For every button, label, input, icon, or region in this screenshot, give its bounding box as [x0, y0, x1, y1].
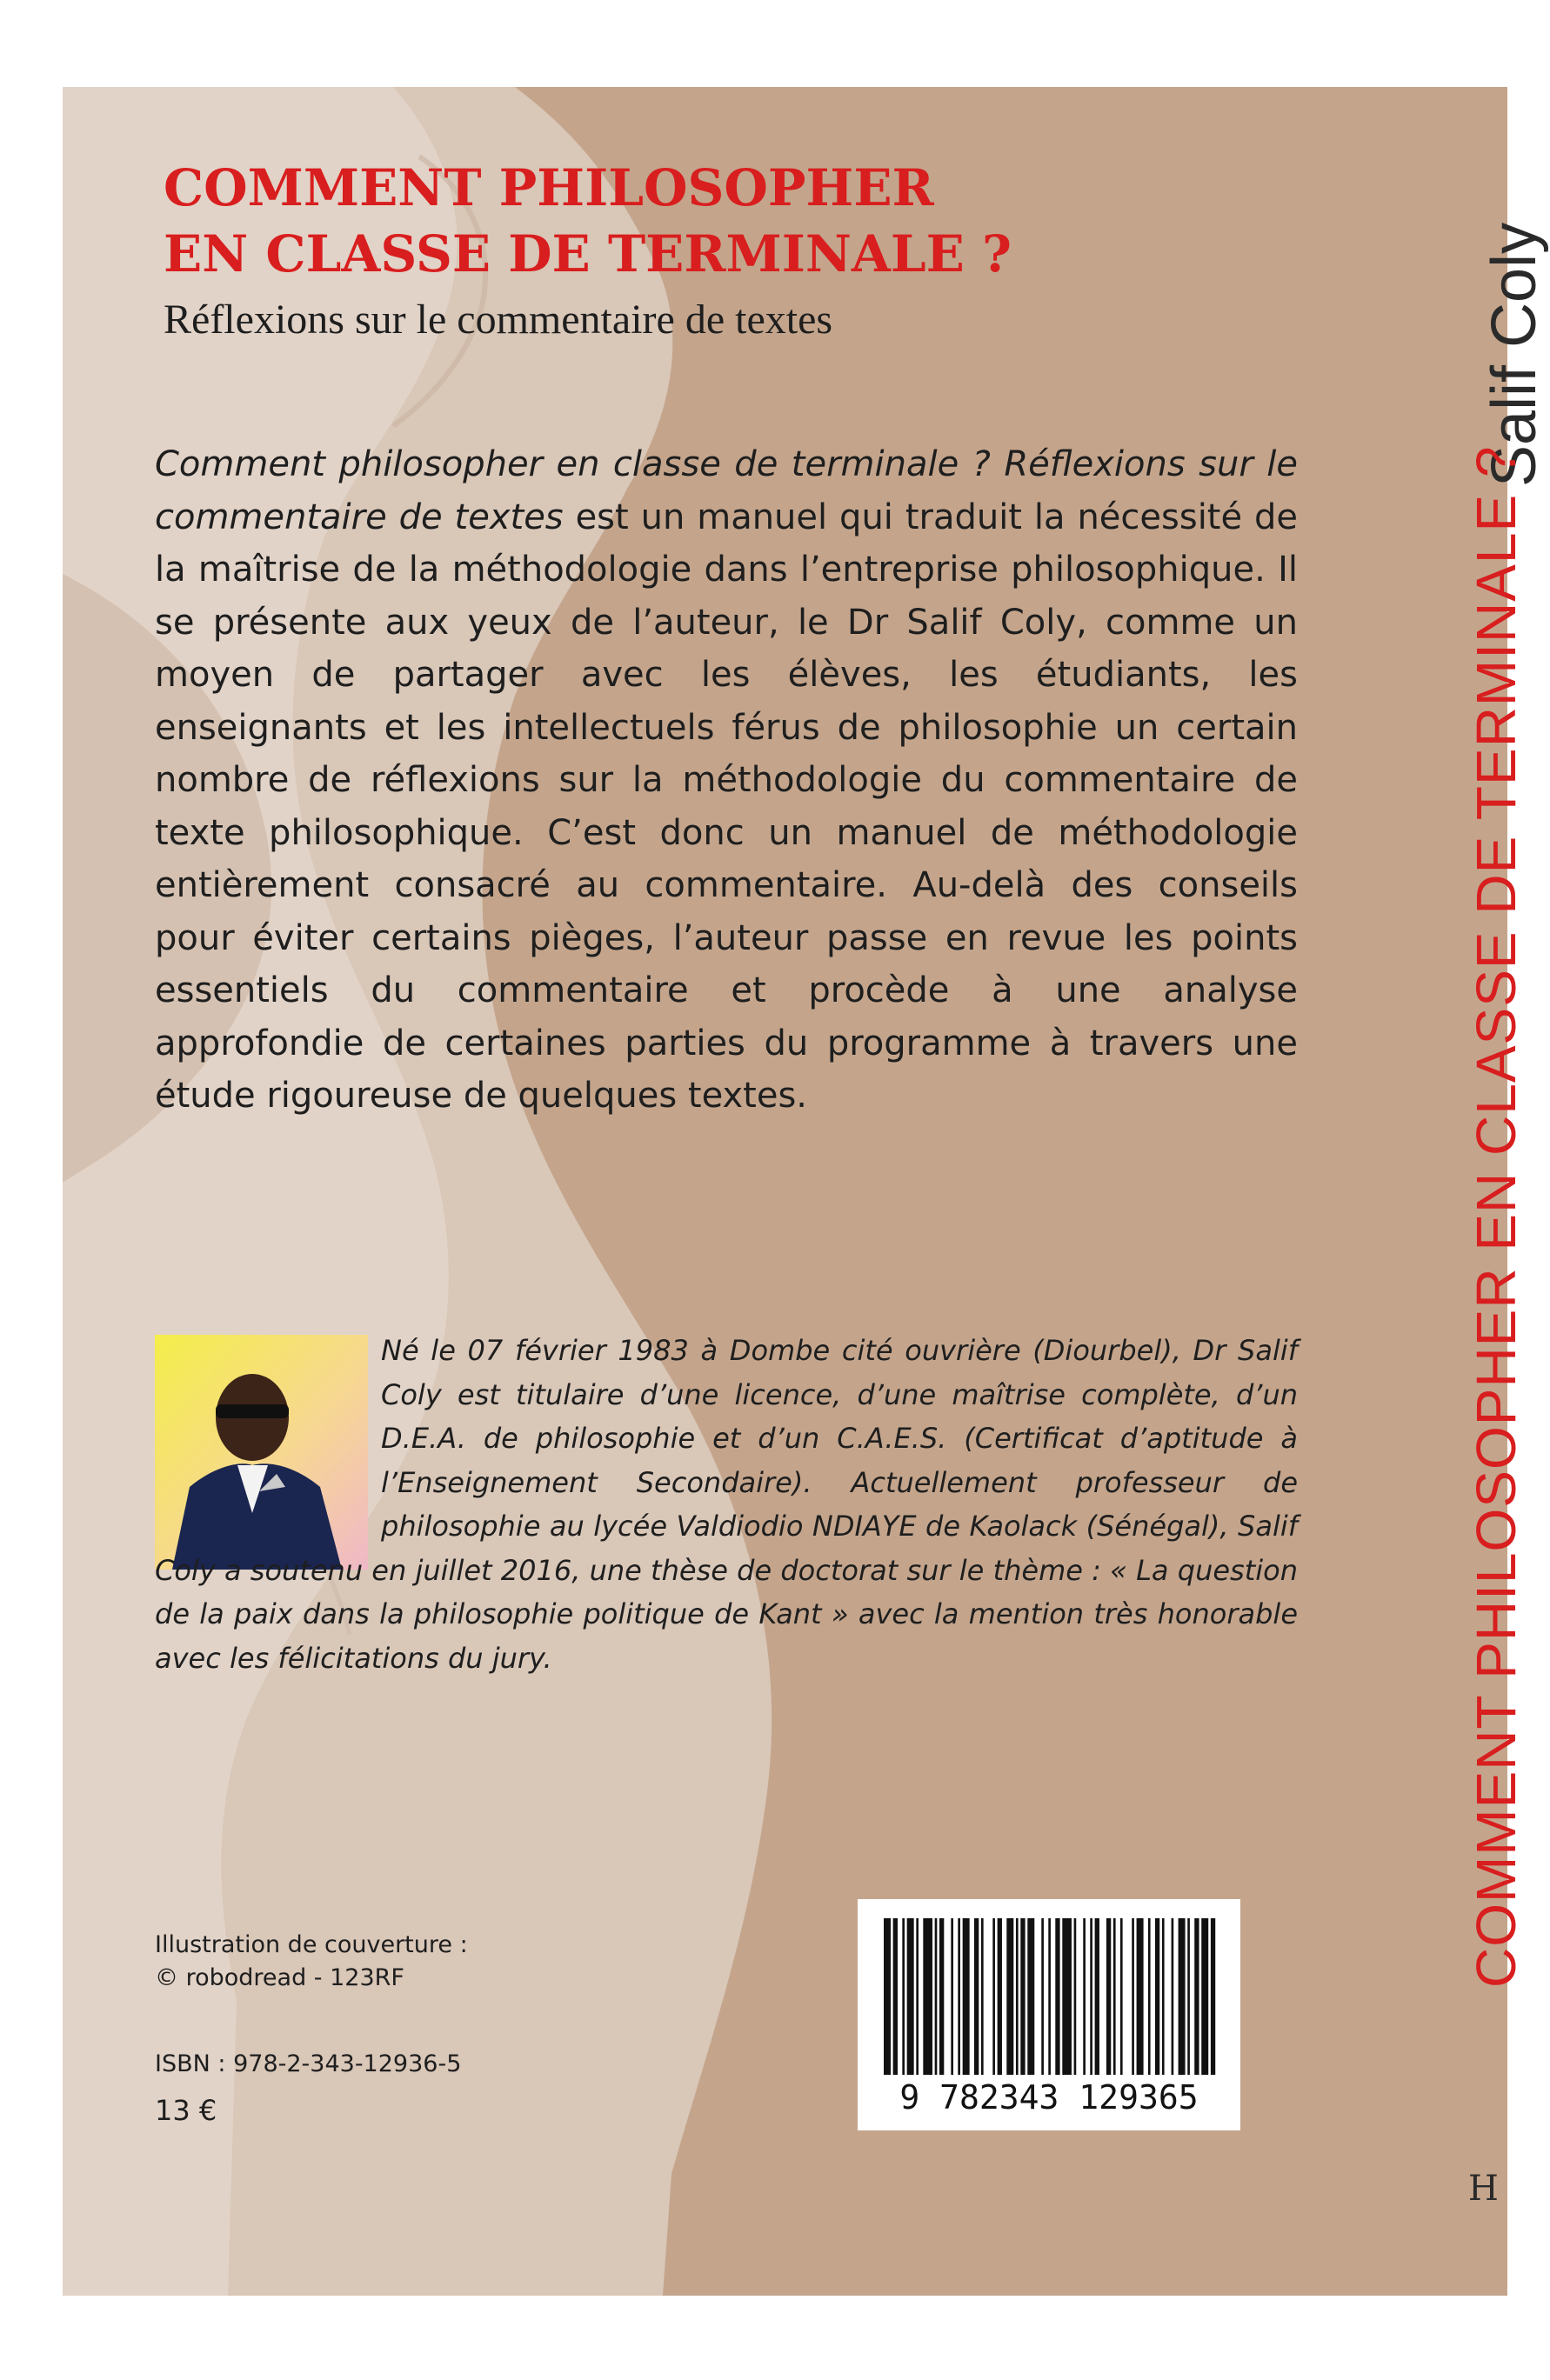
summary-italic-title: Comment philosopher en classe de terminale ? Réflexions sur le commentaire de textes — [155, 444, 1298, 537]
author-bio-text: Né le 07 février 1983 à Dombe cité ouvrière (Diourbel), Dr Salif Coly est titulaire d’une licence, d’une maîtrise complète, d’un D.E.A. de philosophie et d’un C.A.E.S. (Certificat d’aptitude à l’Enseignement Secondaire). Actuellement professeur de philosophie au lycée Valdiodio NDIAYE de Kaolack (Sénégal), Salif Coly a soutenu en juillet 2016, une thèse de doctorat sur le thème : « La question de la paix dans la philosophie politique de Kant » avec la mention très honorable avec les félicitations du jury. — [155, 1334, 1298, 1675]
barcode-bar — [992, 1918, 995, 2075]
barcode-bar — [907, 1918, 914, 2075]
barcode-bar — [1055, 1918, 1059, 2075]
isbn: ISBN : 978-2-343-12936-5 — [155, 2050, 462, 2077]
barcode-bar — [1095, 1918, 1099, 2075]
barcode — [858, 1899, 1240, 2130]
barcode-bar — [939, 1918, 944, 2075]
barcode-bar — [893, 1918, 898, 2075]
barcode-bar — [1016, 1918, 1019, 2075]
barcode-bar — [1162, 1918, 1165, 2075]
barcode-bar — [1201, 1918, 1208, 2075]
title-line-2: EN CLASSE DE TERMINALE ? — [164, 224, 1012, 283]
barcode-bar — [1083, 1918, 1086, 2075]
barcode-bar — [916, 1918, 919, 2075]
barcode-bar — [1048, 1918, 1051, 2075]
barcode-bar — [1090, 1918, 1092, 2075]
barcode-bar — [1041, 1918, 1044, 2075]
barcode-bar — [1137, 1918, 1144, 2075]
barcode-bar — [1155, 1918, 1159, 2075]
barcode-bar — [884, 1918, 891, 2075]
summary-paragraph — [155, 438, 1298, 1123]
barcode-bar — [1172, 1918, 1174, 2075]
book-title — [164, 155, 1012, 287]
publisher-logo: H — [1468, 2169, 1499, 2209]
author-bio — [155, 1329, 1298, 1680]
barcode-bar — [1027, 1918, 1034, 2075]
barcode-bar — [1062, 1918, 1072, 2075]
barcode-bar — [981, 1918, 984, 2075]
illustration-credits — [155, 1929, 468, 1995]
barcode-bar — [902, 1918, 905, 2075]
barcode-bar — [1194, 1918, 1199, 2075]
barcode-bar — [1148, 1918, 1151, 2075]
barcode-bar — [1120, 1918, 1123, 2075]
barcode-bar — [958, 1918, 960, 2075]
barcode-bar — [1106, 1918, 1111, 2075]
barcode-bar — [998, 1918, 1002, 2075]
summary-text: est un manuel qui traduit la nécessité de la maîtrise de la méthodologie dans l’entreprise philosophique. Il se présente aux yeux de l’auteur, le Dr Salif Coly, comme un moyen de partager avec les élèves, les étudiants, les enseignants et les intellectuels férus de philosophie un certain nombre de réflexions sur la méthodologie du commentaire de texte philosophique. C’est donc un manuel de méthodologie entièrement consacré au commentaire. Au-delà des conseils pour éviter certains pièges, l’auteur passe en revue les points essentiels du commentaire et procède à une analyse approfondie de certaines parties du programme à travers une étude rigoureuse de quelques textes. — [155, 497, 1299, 1116]
barcode-bar — [951, 1918, 953, 2075]
barcode-bar — [1187, 1918, 1190, 2075]
barcode-bar — [1132, 1918, 1134, 2075]
price: 13 € — [155, 2094, 217, 2127]
title-line-1: COMMENT PHILOSOPHER — [164, 158, 934, 217]
barcode-number: 9 782343 129365 — [899, 2078, 1199, 2117]
credits-line-2: © robodread - 123RF — [155, 1964, 404, 1991]
barcode-bar — [935, 1918, 938, 2075]
barcode-bar — [1006, 1918, 1013, 2075]
barcode-bar — [963, 1918, 970, 2075]
photo-spacer — [155, 1329, 381, 1546]
barcode-bar — [1211, 1918, 1215, 2075]
spine-author: Salif Coly — [1480, 222, 1549, 487]
credits-line-1: Illustration de couverture : — [155, 1931, 468, 1958]
spine-title: COMMENT PHILOSOPHER EN CLASSE DE TERMINALE ? — [1465, 445, 1527, 1988]
barcode-bar — [1020, 1918, 1025, 2075]
barcode-bar — [1074, 1918, 1077, 2075]
barcode-bar — [974, 1918, 979, 2075]
barcode-bar — [1179, 1918, 1186, 2075]
book-subtitle: Réflexions sur le commentaire de textes — [164, 297, 833, 343]
barcode-bar — [1113, 1918, 1116, 2075]
barcode-bar — [923, 1918, 932, 2075]
